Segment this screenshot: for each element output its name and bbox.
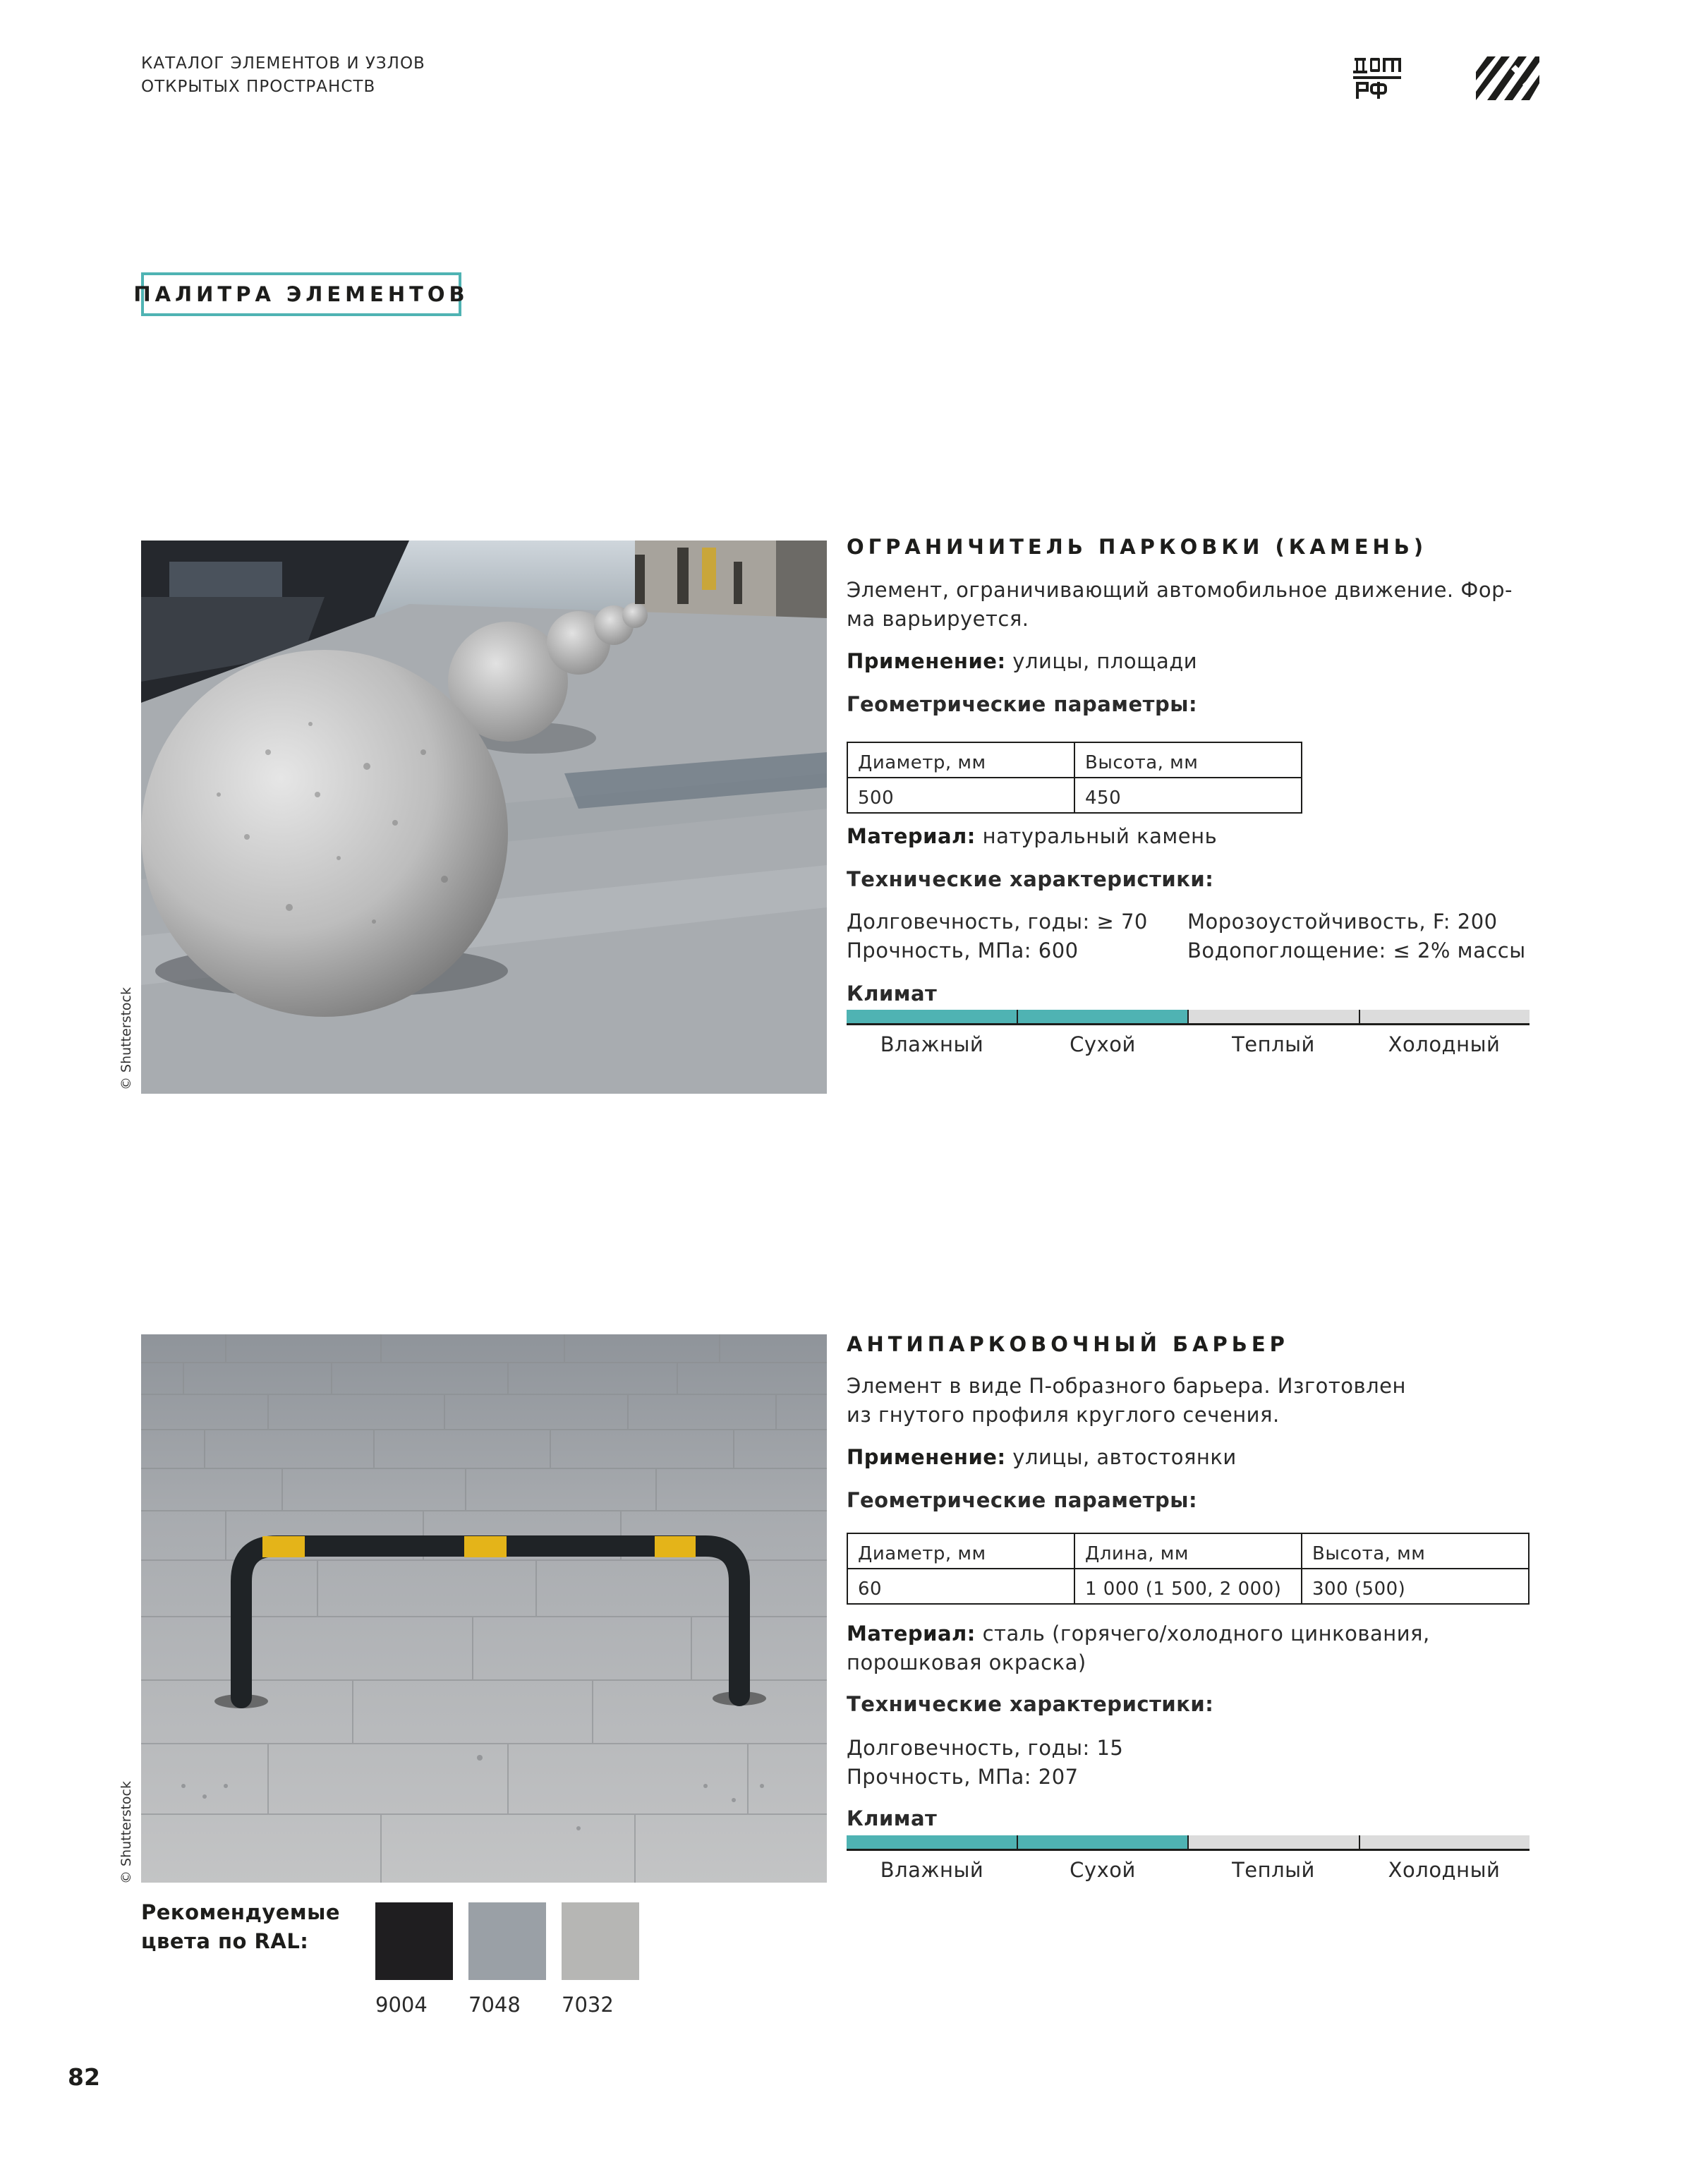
climate-option: Сухой	[1070, 1032, 1136, 1056]
photo-credit: © Shutterstock	[119, 1780, 134, 1884]
climate-option: Теплый	[1232, 1858, 1315, 1882]
table-cell: 450	[1074, 778, 1302, 813]
table-header-cell: Высота, мм	[1074, 742, 1302, 778]
tech-line: Долговечность, годы: ≥ 70	[847, 910, 1148, 934]
tech-line: Прочность, МПа: 207	[847, 1765, 1079, 1789]
application-line	[847, 649, 1197, 673]
ral-label-line: Рекомендуемые	[141, 1900, 341, 1924]
table-header-row	[847, 742, 1302, 778]
application-label: Применение:	[847, 1445, 1006, 1469]
climate-segment-cold	[1359, 1835, 1530, 1851]
tech-line: Водопоглощение: ≤ 2% массы	[1187, 938, 1526, 962]
material-value-line2: порошковая окраска)	[847, 1650, 1086, 1674]
table-header-cell: Диаметр, мм	[847, 1533, 1074, 1569]
climate-segment-dry	[1017, 1010, 1188, 1025]
application-value: улицы, площади	[1005, 649, 1198, 673]
material-label: Материал:	[847, 824, 976, 848]
application-value: улицы, автостоянки	[1005, 1445, 1237, 1469]
table-cell: 300 (500)	[1302, 1569, 1529, 1604]
parking-barrier-photo	[141, 1334, 827, 1883]
material-line	[847, 1619, 1430, 1677]
ral-swatch	[562, 1902, 639, 1980]
ral-code: 9004	[375, 1993, 428, 2017]
material-value: сталь (горячего/холодного цинкования,	[975, 1622, 1430, 1646]
item-description	[847, 576, 1513, 634]
table-header-row	[847, 1533, 1529, 1569]
table-row	[847, 1569, 1529, 1604]
climate-option: Холодный	[1388, 1858, 1501, 1882]
climate-segment-wet	[847, 1010, 1017, 1025]
application-label: Применение:	[847, 649, 1006, 673]
climate-option: Сухой	[1070, 1858, 1136, 1882]
pattern-logo	[1476, 56, 1539, 100]
climate-option: Холодный	[1388, 1032, 1501, 1056]
ral-swatch	[375, 1902, 453, 1980]
climate-option: Влажный	[880, 1858, 984, 1882]
climate-bar	[847, 1835, 1530, 1851]
climate-segment-warm	[1187, 1835, 1359, 1851]
ral-code: 7048	[468, 1993, 521, 2017]
catalog-header	[141, 52, 425, 99]
climate-labels	[847, 1858, 1530, 1882]
climate-option: Теплый	[1232, 1032, 1315, 1056]
ral-label-line: цвета по RAL:	[141, 1929, 309, 1953]
climate-labels	[847, 1032, 1530, 1056]
climate-label: Климат	[847, 1806, 938, 1830]
material-label: Материал:	[847, 1622, 976, 1646]
climate-segment-dry	[1017, 1835, 1188, 1851]
climate-segment-warm	[1187, 1010, 1359, 1025]
climate-label: Климат	[847, 982, 938, 1006]
section-tag: ПАЛИТРА ЭЛЕМЕНТОВ	[141, 272, 461, 316]
climate-segment-cold	[1359, 1010, 1530, 1025]
description-line: из гнутого профиля круглого сечения.	[847, 1403, 1280, 1427]
material-line	[847, 824, 1217, 848]
ral-label	[141, 1898, 340, 1956]
tech-line: Прочность, МПа: 600	[847, 938, 1079, 962]
material-value: натуральный камень	[975, 824, 1218, 848]
description-line: Элемент, ограничивающий автомобильное движение. Фор-	[847, 578, 1513, 602]
climate-scale	[847, 1835, 1530, 1882]
table-cell: 500	[847, 778, 1074, 813]
stone-bollard-photo	[141, 541, 827, 1094]
table-header-cell: Высота, мм	[1302, 1533, 1529, 1569]
ral-swatch	[468, 1902, 546, 1980]
page-number: 82	[68, 2063, 100, 2091]
tech-column-right	[1187, 907, 1526, 965]
dom-rf-logo	[1353, 55, 1404, 102]
table-header-cell: Длина, мм	[1074, 1533, 1302, 1569]
geometry-table	[847, 1533, 1530, 1605]
geometry-label: Геометрические параметры:	[847, 692, 1198, 716]
ral-code: 7032	[562, 1993, 614, 2017]
table-cell: 60	[847, 1569, 1074, 1604]
tech-column-left	[847, 1734, 1123, 1792]
application-line	[847, 1445, 1237, 1469]
tech-column-left	[847, 907, 1148, 965]
climate-segment-wet	[847, 1835, 1017, 1851]
tech-label: Технические характеристики:	[847, 867, 1214, 891]
description-line: ма варьируется.	[847, 607, 1029, 631]
photo-credit: © Shutterstock	[119, 986, 134, 1090]
geometry-table	[847, 742, 1302, 814]
catalog-header-line1: КАТАЛОГ ЭЛЕМЕНТОВ И УЗЛОВ	[141, 54, 425, 73]
tech-label: Технические характеристики:	[847, 1692, 1214, 1716]
tech-line: Морозоустойчивость, F: 200	[1187, 910, 1498, 934]
item-title: ОГРАНИЧИТЕЛЬ ПАРКОВКИ (КАМЕНЬ)	[847, 535, 1428, 559]
description-line: Элемент в виде П-образного барьера. Изготовлен	[847, 1374, 1406, 1398]
climate-option: Влажный	[880, 1032, 984, 1056]
catalog-header-line2: ОТКРЫТЫХ ПРОСТРАНСТВ	[141, 78, 376, 96]
geometry-label: Геометрические параметры:	[847, 1488, 1198, 1512]
table-cell: 1 000 (1 500, 2 000)	[1074, 1569, 1302, 1604]
tech-line: Долговечность, годы: 15	[847, 1736, 1124, 1760]
table-header-cell: Диаметр, мм	[847, 742, 1074, 778]
climate-scale	[847, 1010, 1530, 1056]
item-description	[847, 1372, 1406, 1430]
climate-bar	[847, 1010, 1530, 1025]
table-row	[847, 778, 1302, 813]
item-title: АНТИПАРКОВОЧНЫЙ БАРЬЕР	[847, 1332, 1289, 1356]
